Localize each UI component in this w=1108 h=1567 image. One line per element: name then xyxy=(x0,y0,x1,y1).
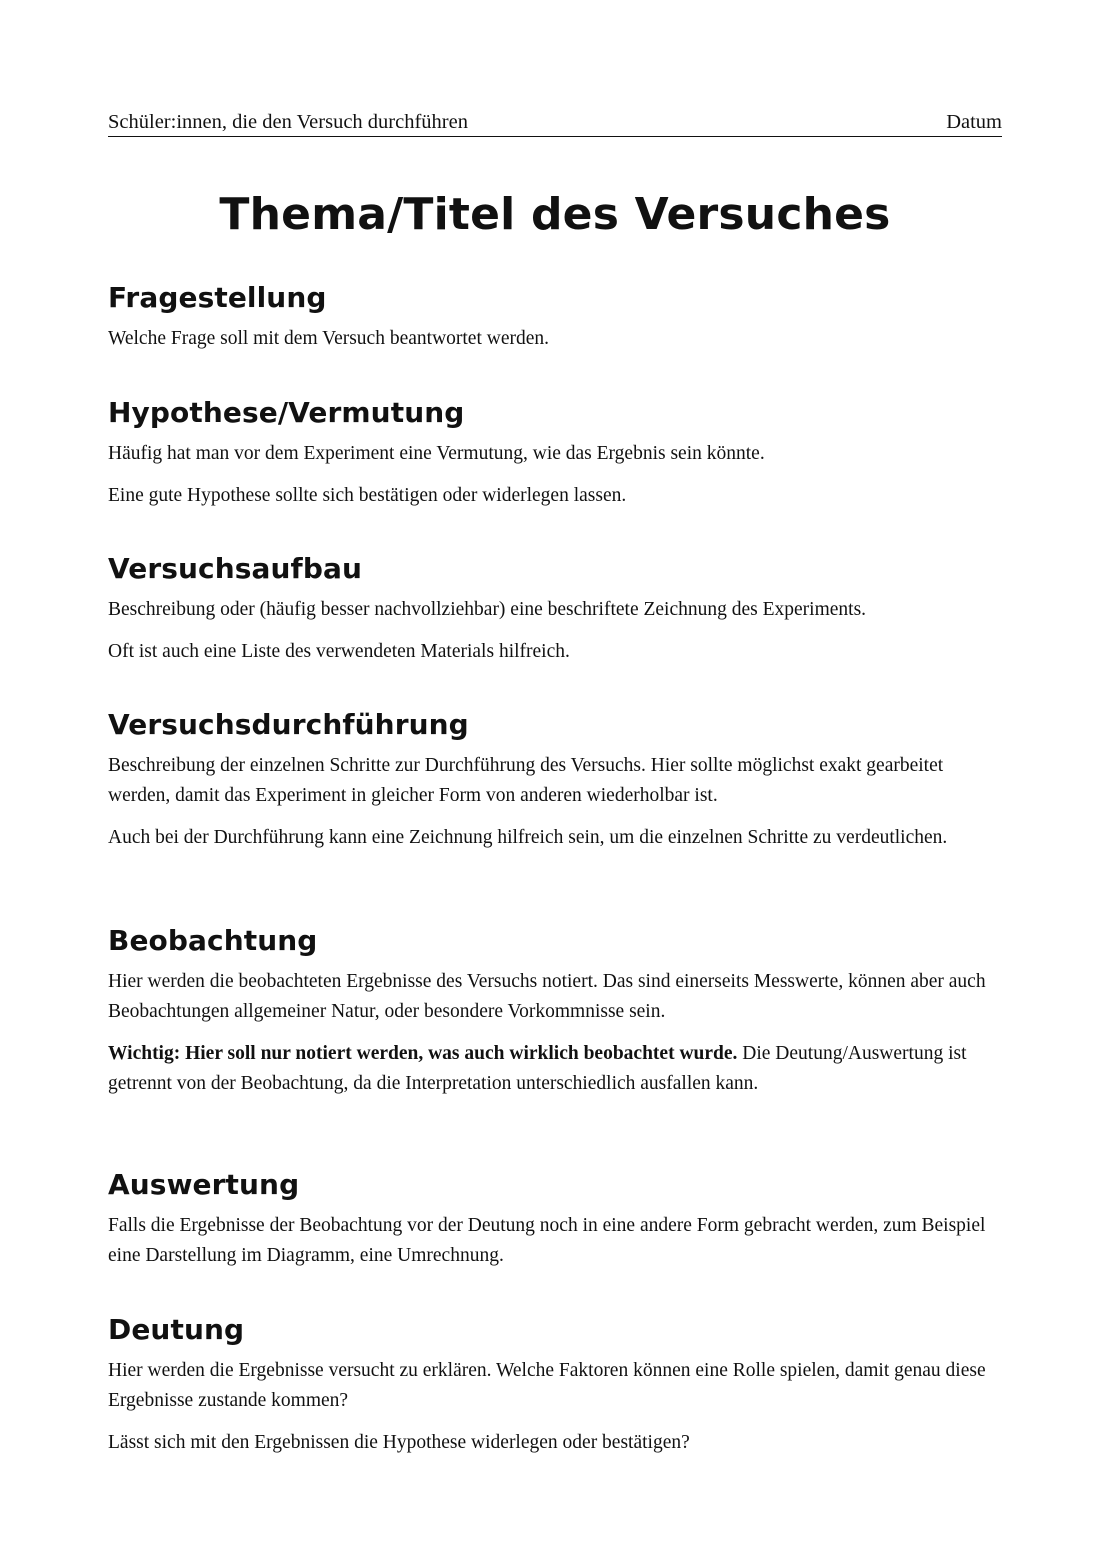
section-paragraph-emphasis xyxy=(108,1039,1002,1099)
section-heading: Hypothese/Vermutung xyxy=(108,396,465,429)
header-students-label: Schüler:innen, die den Versuch durchführen xyxy=(108,111,468,133)
section-versuchsaufbau xyxy=(108,549,1002,667)
section-paragraph: Hier werden die beobachteten Ergebnisse des Versuchs notiert. Das sind einerseits Messwerte, können aber auch Beobachtungen allgemeiner Natur, oder besondere Vorkommnisse sein. xyxy=(108,971,986,1022)
section-heading: Auswertung xyxy=(108,1168,300,1201)
section-versuchsdurchfuehrung xyxy=(108,705,1002,853)
section-paragraph: Lässt sich mit den Ergebnissen die Hypothese widerlegen oder bestätigen? xyxy=(108,1432,690,1453)
section-beobachtung xyxy=(108,921,1002,1099)
section-hypothese xyxy=(108,393,1002,511)
section-heading: Versuchsdurchführung xyxy=(108,708,469,741)
section-heading: Beobachtung xyxy=(108,924,318,957)
section-heading: Versuchsaufbau xyxy=(108,552,363,585)
section-paragraph: Beschreibung oder (häufig besser nachvollziehbar) eine beschriftete Zeichnung des Experiments. xyxy=(108,599,867,620)
section-heading: Deutung xyxy=(108,1313,245,1346)
document-title: Thema/Titel des Versuches xyxy=(219,189,891,240)
section-paragraph: Häufig hat man vor dem Experiment eine Vermutung, wie das Ergebnis sein könnte. xyxy=(108,443,765,464)
section-heading: Fragestellung xyxy=(108,281,327,314)
page-header xyxy=(108,108,1002,137)
section-fragestellung xyxy=(108,278,1002,354)
important-note: Wichtig: Hier soll nur notiert werden, was auch wirklich beobachtet wurde. xyxy=(108,1043,738,1064)
section-paragraph: Auch bei der Durchführung kann eine Zeichnung hilfreich sein, um die einzelnen Schritte zu verdeutlichen. xyxy=(108,827,948,848)
section-paragraph: Hier werden die Ergebnisse versucht zu erklären. Welche Faktoren können eine Rolle spielen, damit genau diese Ergebnisse zustande kommen? xyxy=(108,1360,986,1411)
important-note-continuation: Die Deutung/Auswertung ist getrennt von der Beobachtung, da die Interpretation unterschiedlich ausfallen kann. xyxy=(108,1043,967,1094)
section-auswertung xyxy=(108,1165,1002,1271)
section-paragraph: Eine gute Hypothese sollte sich bestätigen oder widerlegen lassen. xyxy=(108,485,627,506)
section-paragraph: Falls die Ergebnisse der Beobachtung vor der Deutung noch in eine andere Form gebracht werden, zum Beispiel eine Darstellung im Diagramm, eine Umrechnung. xyxy=(108,1215,986,1266)
header-date-label: Datum xyxy=(946,111,1002,133)
section-paragraph: Beschreibung der einzelnen Schritte zur Durchführung des Versuchs. Hier sollte möglichst exakt gearbeitet werden, damit das Experiment in gleicher Form von anderen wiederholbar ist. xyxy=(108,755,944,806)
section-paragraph: Oft ist auch eine Liste des verwendeten Materials hilfreich. xyxy=(108,641,570,662)
section-paragraph: Welche Frage soll mit dem Versuch beantwortet werden. xyxy=(108,328,550,349)
section-deutung xyxy=(108,1310,1002,1458)
